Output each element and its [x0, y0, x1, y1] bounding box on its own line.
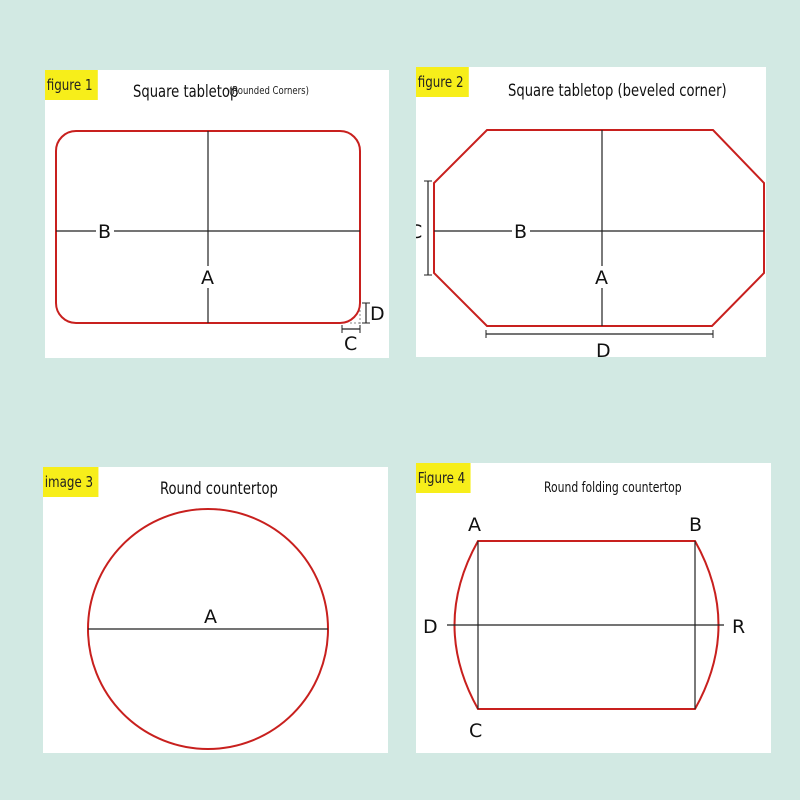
- beveled-octagon-outline: [434, 130, 764, 326]
- figure-2-title: Square tabletop (beveled corner): [508, 81, 727, 101]
- label-a: A: [468, 514, 481, 536]
- label-d: D: [423, 616, 438, 638]
- figure-1-title: Square tabletop: [133, 82, 239, 102]
- figure-3-title: Round countertop: [160, 479, 278, 499]
- label-a: A: [595, 267, 608, 289]
- figure-4-tag: Figure 4: [416, 463, 471, 493]
- label-a: A: [201, 267, 214, 289]
- figure-4-panel: [416, 463, 771, 753]
- label-a: A: [204, 606, 217, 628]
- figure-2-diagram: [409, 67, 766, 362]
- figure-2-panel: [409, 67, 766, 362]
- figure-1-panel: [45, 70, 389, 358]
- figure-3-panel: [43, 467, 388, 753]
- label-c: C: [409, 221, 423, 243]
- figure-3-diagram: [43, 467, 388, 753]
- figure-4-diagram: [416, 463, 771, 753]
- label-b: B: [98, 221, 112, 243]
- label-c: C: [469, 720, 483, 742]
- label-r: R: [732, 616, 746, 638]
- figure-1-subtitle: (Rounded Corners): [229, 84, 309, 97]
- label-d: D: [596, 340, 611, 362]
- figure-2-tag: figure 2: [416, 67, 469, 97]
- label-b: B: [689, 514, 703, 536]
- figure-1-tag: figure 1: [45, 70, 98, 100]
- label-c: C: [344, 333, 358, 355]
- figure-4-title: Round folding countertop: [544, 480, 682, 496]
- label-b: B: [514, 221, 528, 243]
- figure-1-diagram: [45, 70, 389, 358]
- figure-3-tag: image 3: [43, 467, 98, 497]
- label-d: D: [370, 303, 385, 325]
